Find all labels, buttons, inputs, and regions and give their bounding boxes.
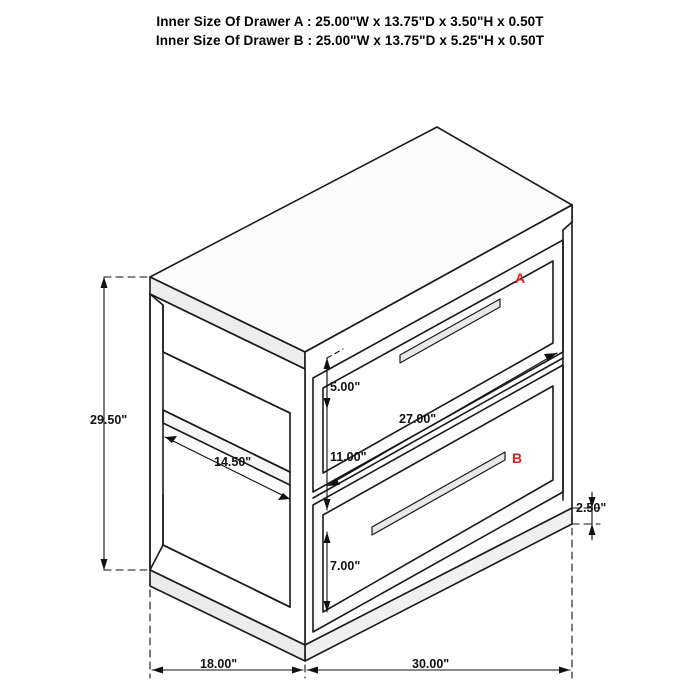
title-line-1: Inner Size Of Drawer A : 25.00"W x 13.75"D x 3.50"H x 0.50T	[156, 14, 544, 29]
dim-label-upper-opening: 5.00"	[330, 380, 361, 394]
dim-label-depth-base: 18.00"	[200, 657, 238, 671]
dim-label-lower-opening: 7.00"	[330, 559, 361, 573]
dim-label-front-width: 27.00"	[399, 412, 437, 426]
title-line-2: Inner Size Of Drawer B : 25.00"W x 13.75"D x 5.25"H x 0.50T	[155, 33, 545, 48]
drawer-a-label: A	[515, 270, 526, 286]
dim-label-mid-height: 11.00"	[330, 450, 367, 464]
dim-label-base-height: 2.50"	[576, 501, 607, 515]
dim-label-width-base: 30.00"	[412, 657, 450, 671]
dim-label-overall-height: 29.50"	[90, 413, 128, 427]
drawer-b-label: B	[512, 450, 523, 466]
dim-base-height	[589, 492, 596, 540]
dim-label-side-depth: 14.50"	[214, 455, 252, 469]
